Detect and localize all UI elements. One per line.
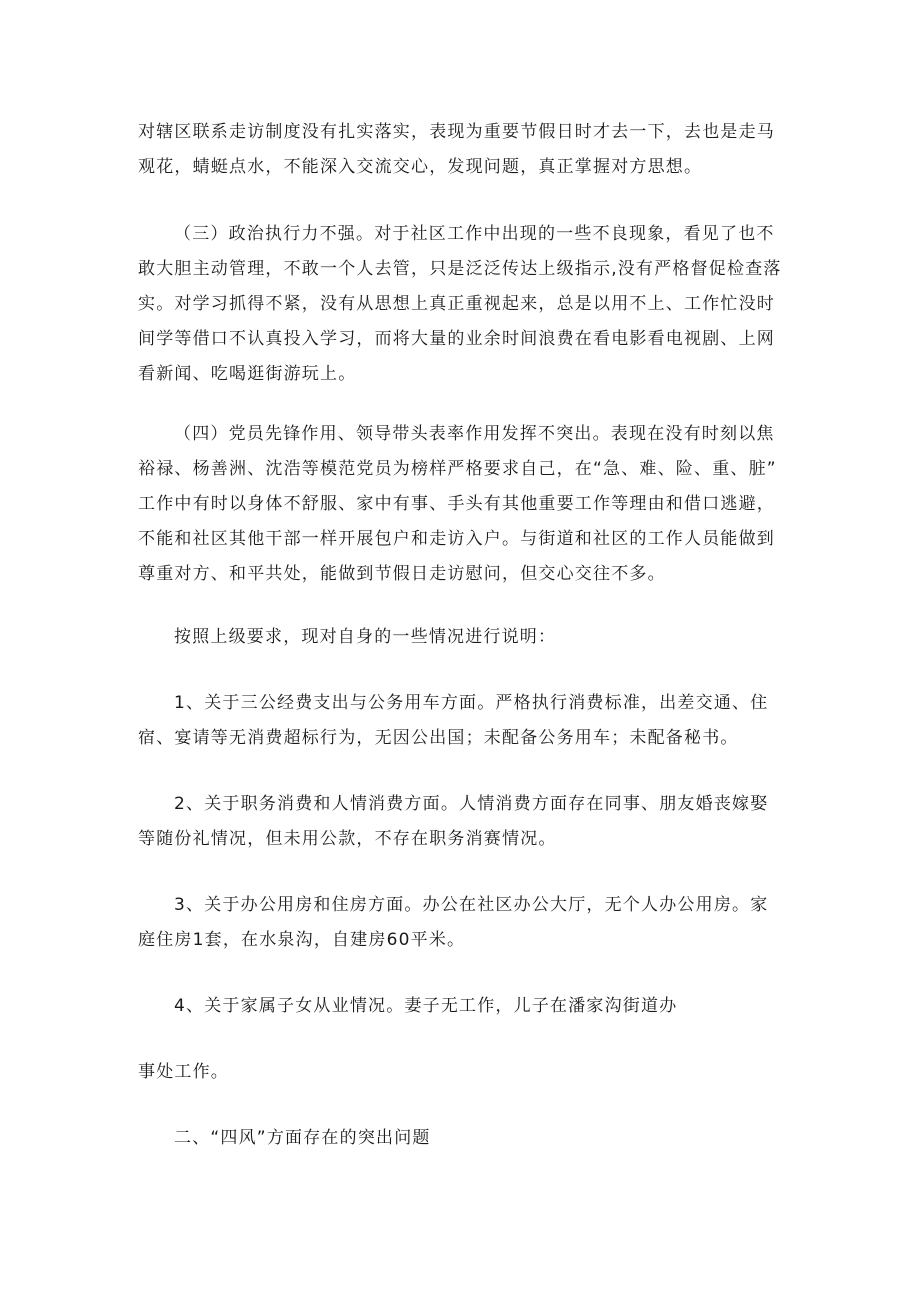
paragraph-line: 看新闻、吃喝逛街游玩上。 [138, 364, 357, 384]
paragraph-line: 庭住房1套，在水泉沟，自建房60平米。 [138, 930, 466, 950]
paragraph-item-2-consumption [138, 787, 786, 857]
paragraph-visit-system [138, 115, 786, 185]
paragraph-line: 宿、宴请等无消费超标行为，无因公出国；未配备公务用车；未配备秘书。 [138, 728, 739, 748]
paragraph-line: 不能和社区其他干部一样开展包户和走访入户。与街道和社区的工作人员能做到 [138, 529, 775, 549]
section-heading-four-winds [138, 1121, 786, 1156]
paragraph-line: 观花，蜻蜓点水，不能深入交流交心，发现问题，真正掌握对方思想。 [138, 157, 703, 177]
paragraph-party-vanguard [138, 417, 786, 592]
paragraph-item-3-housing [138, 888, 786, 958]
paragraph-line: 2、关于职务消费和人情消费方面。人情消费方面存在同事、朋友婚丧嫁娶 [174, 794, 769, 814]
paragraph-line: 敢大胆主动管理，不敢一个人去管，只是泛泛传达上级指示,没有严格督促检查落 [138, 259, 782, 279]
paragraph-line: （三）政治执行力不强。对于社区工作中出现的一些不良现象，看见了也不 [174, 224, 775, 244]
paragraph-line: 裕禄、杨善洲、沈浩等模范党员为榜样严格要求自己，在“急、难、险、重、脏” [138, 459, 777, 479]
paragraph-line: （四）党员先锋作用、领导带头表率作用发挥不突出。表现在没有时刻以焦 [174, 424, 775, 444]
paragraph-line: 间学等借口不认真投入学习，而将大量的业余时间浪费在看电影看电视剧、上网 [138, 329, 775, 349]
paragraph-political-execution [138, 217, 786, 392]
paragraph-line: 1、关于三公经费支出与公务用车方面。严格执行消费标准，出差交通、住 [174, 693, 769, 713]
paragraph-self-statement-intro [138, 620, 786, 655]
paragraph-item-4-continued [138, 1055, 786, 1090]
paragraph-line: 工作中有时以身体不舒服、家中有事、手头有其他重要工作等理由和借口逃避， [138, 494, 775, 514]
paragraph-line: 实。对学习抓得不紧，没有从思想上真正重视起来，总是以用不上、工作忙没时 [138, 294, 775, 314]
paragraph-line: 尊重对方、和平共处，能做到节假日走访慰问，但交心交往不多。 [138, 564, 666, 584]
paragraph-line: 事处工作。 [138, 1062, 229, 1082]
paragraph-line: 3、关于办公用房和住房方面。办公在社区办公大厅，无个人办公用房。家 [174, 895, 769, 915]
paragraph-item-1-expenses [138, 686, 786, 756]
paragraph-line: 对辖区联系走访制度没有扎实落实，表现为重要节假日时才去一下，去也是走马 [138, 122, 775, 142]
paragraph-line: 等随份礼情况，但未用公款，不存在职务消赛情况。 [138, 829, 557, 849]
paragraph-line: 4、关于家属子女从业情况。妻子无工作，儿子在潘家沟街道办 [174, 996, 678, 1016]
heading-line: 二、“四风”方面存在的突出问题 [174, 1128, 431, 1148]
paragraph-line: 按照上级要求，现对自身的一些情况进行说明： [174, 627, 557, 647]
paragraph-item-4-family [138, 989, 786, 1024]
